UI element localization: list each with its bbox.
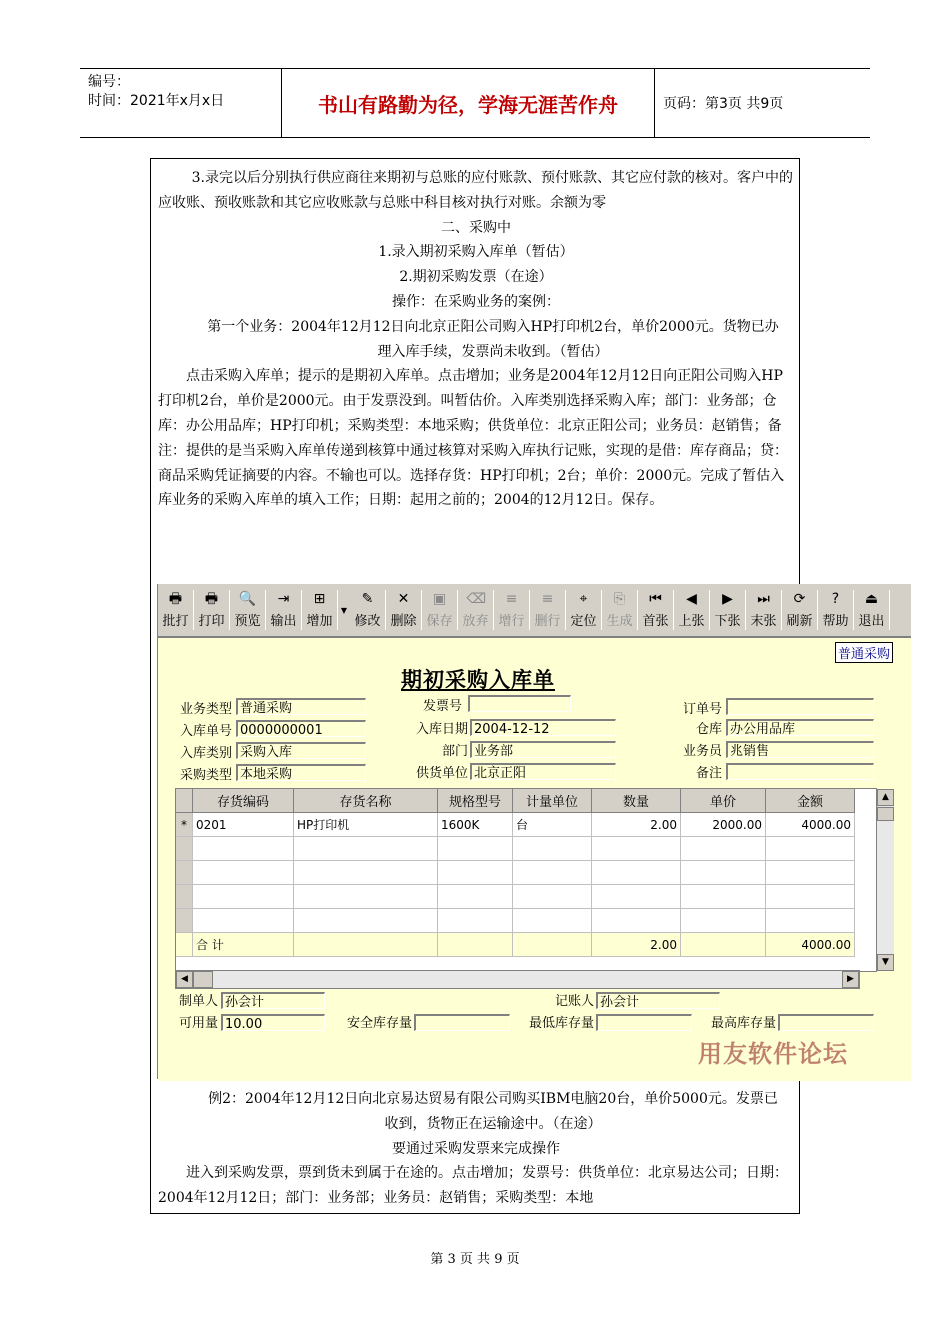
col-code[interactable]: 存货编码 [193,789,294,813]
empty-cell[interactable] [193,861,294,885]
toolbar-button[interactable] [302,590,338,630]
empty-cell [681,933,766,957]
last-icon: ⏭ [757,591,770,607]
empty-cell[interactable] [294,861,438,885]
toolbar-button[interactable] [494,590,530,630]
items-grid [175,788,889,972]
purchase-receipt-window [157,584,911,1079]
vertical-scrollbar[interactable] [876,789,894,971]
empty-cell [513,933,592,957]
total-label: 合 计 [193,933,294,957]
warehouse-label: 仓库 [695,722,722,737]
row-marker [176,861,193,885]
cell-code[interactable]: 0201 [193,813,294,837]
empty-cell[interactable] [438,909,513,933]
empty-cell[interactable] [681,837,766,861]
toolbar-button-label: 末张 [750,614,777,629]
help-icon: ? [831,591,840,607]
toolbar-button-label: 下张 [714,614,741,629]
min-stock-field[interactable] [596,1014,692,1031]
items-table [176,789,855,957]
min-stock-label: 最低库存量 [528,1016,594,1031]
purchase-type-tag: 普通采购 [835,642,893,663]
scroll-up-icon[interactable]: ▲ [877,789,894,806]
toolbar-button[interactable] [674,590,710,630]
toolbar-button[interactable] [710,590,746,630]
empty-cell[interactable] [438,885,513,909]
step-1: 1.录入期初采购入库单（暂估） [378,244,574,261]
receipt-form [158,636,911,1081]
salesperson-field[interactable]: 兆销售 [726,741,874,758]
col-spec[interactable]: 规格型号 [438,789,513,813]
discard-icon: ⌫ [466,591,487,607]
table-row[interactable] [176,909,855,933]
toolbar-button-label: 放弃 [462,614,489,629]
empty-cell[interactable] [766,909,855,933]
receipt-date-field[interactable]: 2004-12-12 [470,719,616,736]
max-stock-label: 最高库存量 [710,1016,776,1031]
empty-cell[interactable] [513,885,592,909]
receipt-category-label: 入库类别 [179,746,232,761]
bookkeeper-label: 记账人 [554,994,594,1009]
remark-field[interactable] [726,763,874,780]
locate-icon: ⌖ [579,591,588,607]
cell-price[interactable]: 2000.00 [681,813,766,837]
horizontal-scrollbar[interactable] [175,970,860,989]
empty-cell[interactable] [513,861,592,885]
empty-cell[interactable] [438,861,513,885]
row-marker [176,933,193,957]
department-label: 部门 [441,744,468,759]
delete-row-icon: ≡ [541,591,554,607]
supplier-field[interactable]: 北京正阳 [470,763,616,780]
empty-cell[interactable] [681,861,766,885]
exit-icon: ⏏ [864,591,879,607]
step-2: 2.期初采购发票（在途） [399,269,553,286]
page-footer: 第 3 页 共 9 页 [430,1252,520,1267]
case-1-steps: 点击采购入库单；提示的是期初入库单。点击增加；业务是2004年12月12日向正阳公司购入HP打印机2台，单价是2000元。由于发票没到。叫暂估价。入库类别选择采购入库；部门：业务部；仓库：办公用品库；HP打印机；采购类型：本地采购；供货单位：北京正阳公司；业务员：赵销售；备注：提供的是当采购入库单传递到核算中通过核算对采购入库执行记账，实现的是借：库存商品；贷：商品采购凭证摘要的内容。不输也可以。选择存货：HP打印机；2台；单价：2000元。完成了暂估入库业务的采购入库单的填入工作；日期：起用之前的；2004的12月12日。保存。 [158,368,788,509]
max-stock-field[interactable] [778,1014,874,1031]
invoice-no-label: 发票号 [422,699,462,714]
toolbar-button[interactable] [854,590,890,630]
toolbar-button-label: 首张 [642,614,669,629]
toolbar-button-label: 输出 [270,614,297,629]
refresh-icon: ⟳ [793,591,806,607]
section-heading: 二、采购中 [441,219,511,236]
maker-label: 制单人 [178,994,218,1009]
number-label: 编号： [88,74,130,90]
row-marker [176,837,193,861]
business-type-label: 业务类型 [179,702,232,717]
empty-cell[interactable] [592,861,681,885]
generate-icon: ⎘ [613,591,626,607]
table-row[interactable] [176,885,855,909]
grid-header-row [176,789,855,813]
chevron-down-icon[interactable]: ▼ [340,605,348,615]
toolbar-button[interactable] [746,590,782,630]
form-title: 期初采购入库单 [401,668,555,692]
table-row[interactable] [176,813,855,837]
maker-field[interactable]: 孙会计 [221,992,325,1009]
toolbar-button-label: 打印 [198,614,225,629]
toolbar-button[interactable] [422,590,458,630]
first-icon: ⏮ [649,591,662,607]
page-header [80,68,870,138]
empty-cell[interactable] [438,837,513,861]
cell-amount[interactable]: 4000.00 [766,813,855,837]
empty-cell[interactable] [766,861,855,885]
order-no-field[interactable] [726,698,874,715]
scroll-down-icon[interactable]: ▼ [877,954,894,971]
export-icon: ⇥ [277,591,290,607]
case-2-steps: 进入到采购发票，票到货未到属于在途的。点击增加；发票号：供货单位：北京易达公司；日期：2004年12月12日；部门：业务部；业务员：赵销售；采购类型：本地 [158,1165,788,1207]
batch-print-icon: 🖶 [168,591,183,607]
safety-stock-field[interactable] [414,1014,510,1031]
toolbar-button-label: 上张 [678,614,705,629]
toolbar-button[interactable] [638,590,674,630]
empty-cell[interactable] [592,885,681,909]
toolbar-button[interactable] [530,590,566,630]
toolbar-button-label: 保存 [426,614,453,629]
case-2: 例2：2004年12月12日向北京易达贸易有限公司购买IBM电脑20台，单价5000元。发票已收到，货物正在运输途中。（在途） [208,1091,778,1132]
order-no-label: 订单号 [682,702,722,717]
toolbar-button-label: 定位 [570,614,597,629]
scroll-right-icon[interactable]: ▶ [842,971,859,988]
case-2-note: 要通过采购发票来完成操作 [392,1140,560,1157]
warehouse-field[interactable]: 办公用品库 [726,719,874,736]
scroll-left-icon[interactable]: ◀ [176,971,193,988]
empty-cell[interactable] [294,909,438,933]
toolbar-button-label: 删行 [534,614,561,629]
business-type-field[interactable]: 普通采购 [236,698,366,715]
text-block-top [158,166,794,513]
available-qty-label: 可用量 [178,1016,218,1031]
scroll-thumb[interactable] [877,807,894,821]
edit-icon: ✎ [361,591,374,607]
bookkeeper-field[interactable]: 孙会计 [596,992,720,1009]
empty-cell[interactable] [592,909,681,933]
table-row[interactable] [176,861,855,885]
empty-cell[interactable] [513,909,592,933]
cell-qty[interactable]: 2.00 [592,813,681,837]
empty-cell[interactable] [592,837,681,861]
add-icon: ⊞ [313,591,326,607]
safety-stock-label: 安全库存量 [346,1016,412,1031]
toolbar-button[interactable] [602,590,638,630]
forum-watermark: 用友软件论坛 [698,1040,848,1068]
toolbar [158,590,911,630]
toolbar-button-label: 增加 [306,614,333,629]
previous-icon: ◀ [686,591,697,607]
save-icon: ▣ [432,591,447,607]
cell-spec[interactable]: 1600K [438,813,513,837]
department-field[interactable]: 业务部 [470,741,616,758]
col-name[interactable]: 存货名称 [294,789,438,813]
available-qty-field[interactable]: 10.00 [221,1014,325,1031]
empty-cell[interactable] [681,909,766,933]
toolbar-button-label: 生成 [606,614,633,629]
toolbar-button[interactable] [566,590,602,630]
cell-name[interactable]: HP打印机 [294,813,438,837]
grid-corner [176,789,193,813]
empty-cell[interactable] [193,885,294,909]
header-page-label: 页码：第3页 共9页 [663,96,784,112]
header-meta [80,69,282,137]
toolbar-button[interactable] [782,590,818,630]
toolbar-button-label: 帮助 [822,614,849,629]
add-row-icon: ≡ [505,591,518,607]
toolbar-button[interactable] [458,590,494,630]
col-qty[interactable]: 数量 [592,789,681,813]
toolbar-button-label: 退出 [858,614,885,629]
cell-unit[interactable]: 台 [513,813,592,837]
salesperson-label: 业务员 [682,744,722,759]
col-price[interactable]: 单价 [681,789,766,813]
row-marker: * [176,813,193,837]
col-amount[interactable]: 金额 [766,789,855,813]
total-amount: 4000.00 [766,933,855,957]
time-label: 时间：2021年x月x日 [88,93,225,109]
scroll-thumb[interactable] [193,971,213,988]
toolbar-button-label: 刷新 [786,614,813,629]
row-marker [176,909,193,933]
header-motto: 书山有路勤为径，学海无涯苦作舟 [282,69,655,137]
toolbar-button[interactable] [194,590,230,630]
toolbar-button[interactable] [158,590,194,630]
toolbar-button-label: 删除 [390,614,417,629]
delete-icon: ✕ [397,591,410,607]
empty-cell[interactable] [513,837,592,861]
case-1: 第一个业务：2004年12月12日向北京正阳公司购入HP打印机2台，单价2000元。货物已办理入库手续，发票尚未收到。（暂估） [207,318,779,360]
remark-label: 备注 [695,766,722,781]
empty-cell[interactable] [766,837,855,861]
invoice-no-field[interactable] [468,695,571,712]
paragraph-reconcile: 3.录完以后分别执行供应商往来期初与总账的应付账款、预付账款、其它应付款的核对。客户中的应收账、预收账款和其它应收账款与总账中科目核对执行对账。余额为零 [158,170,793,211]
toolbar-button-label: 预览 [234,614,261,629]
row-marker [176,885,193,909]
toolbar-button-label: 修改 [354,614,381,629]
operation-heading: 操作：在采购业务的案例： [392,293,560,310]
empty-cell[interactable] [766,885,855,909]
total-qty: 2.00 [592,933,681,957]
empty-cell [294,933,438,957]
toolbar-button[interactable] [230,590,266,630]
toolbar-button[interactable] [386,590,422,630]
receipt-no-label: 入库单号 [179,724,232,739]
receipt-no-field[interactable]: 0000000001 [236,720,366,737]
text-block-bottom [158,1087,794,1211]
printer-icon: 🖶 [204,591,219,607]
empty-cell[interactable] [681,885,766,909]
preview-icon: 🔍 [238,591,257,607]
empty-cell[interactable] [193,909,294,933]
empty-cell[interactable] [294,885,438,909]
toolbar-button[interactable] [350,590,386,630]
toolbar-button-label: 增行 [498,614,525,629]
next-icon: ▶ [722,591,733,607]
empty-cell [438,933,513,957]
col-unit[interactable]: 计量单位 [513,789,592,813]
table-row[interactable] [176,837,855,861]
empty-cell[interactable] [193,837,294,861]
empty-cell[interactable] [294,837,438,861]
purchase-type-field[interactable]: 本地采购 [236,764,366,781]
receipt-category-field[interactable]: 采购入库 [236,742,366,759]
receipt-date-label: 入库日期 [415,722,468,737]
supplier-label: 供货单位 [415,766,468,781]
toolbar-button-label: 批打 [162,614,189,629]
toolbar-button[interactable] [818,590,854,630]
purchase-type-label: 采购类型 [179,768,232,783]
total-row [176,933,855,957]
toolbar-button[interactable] [266,590,302,630]
